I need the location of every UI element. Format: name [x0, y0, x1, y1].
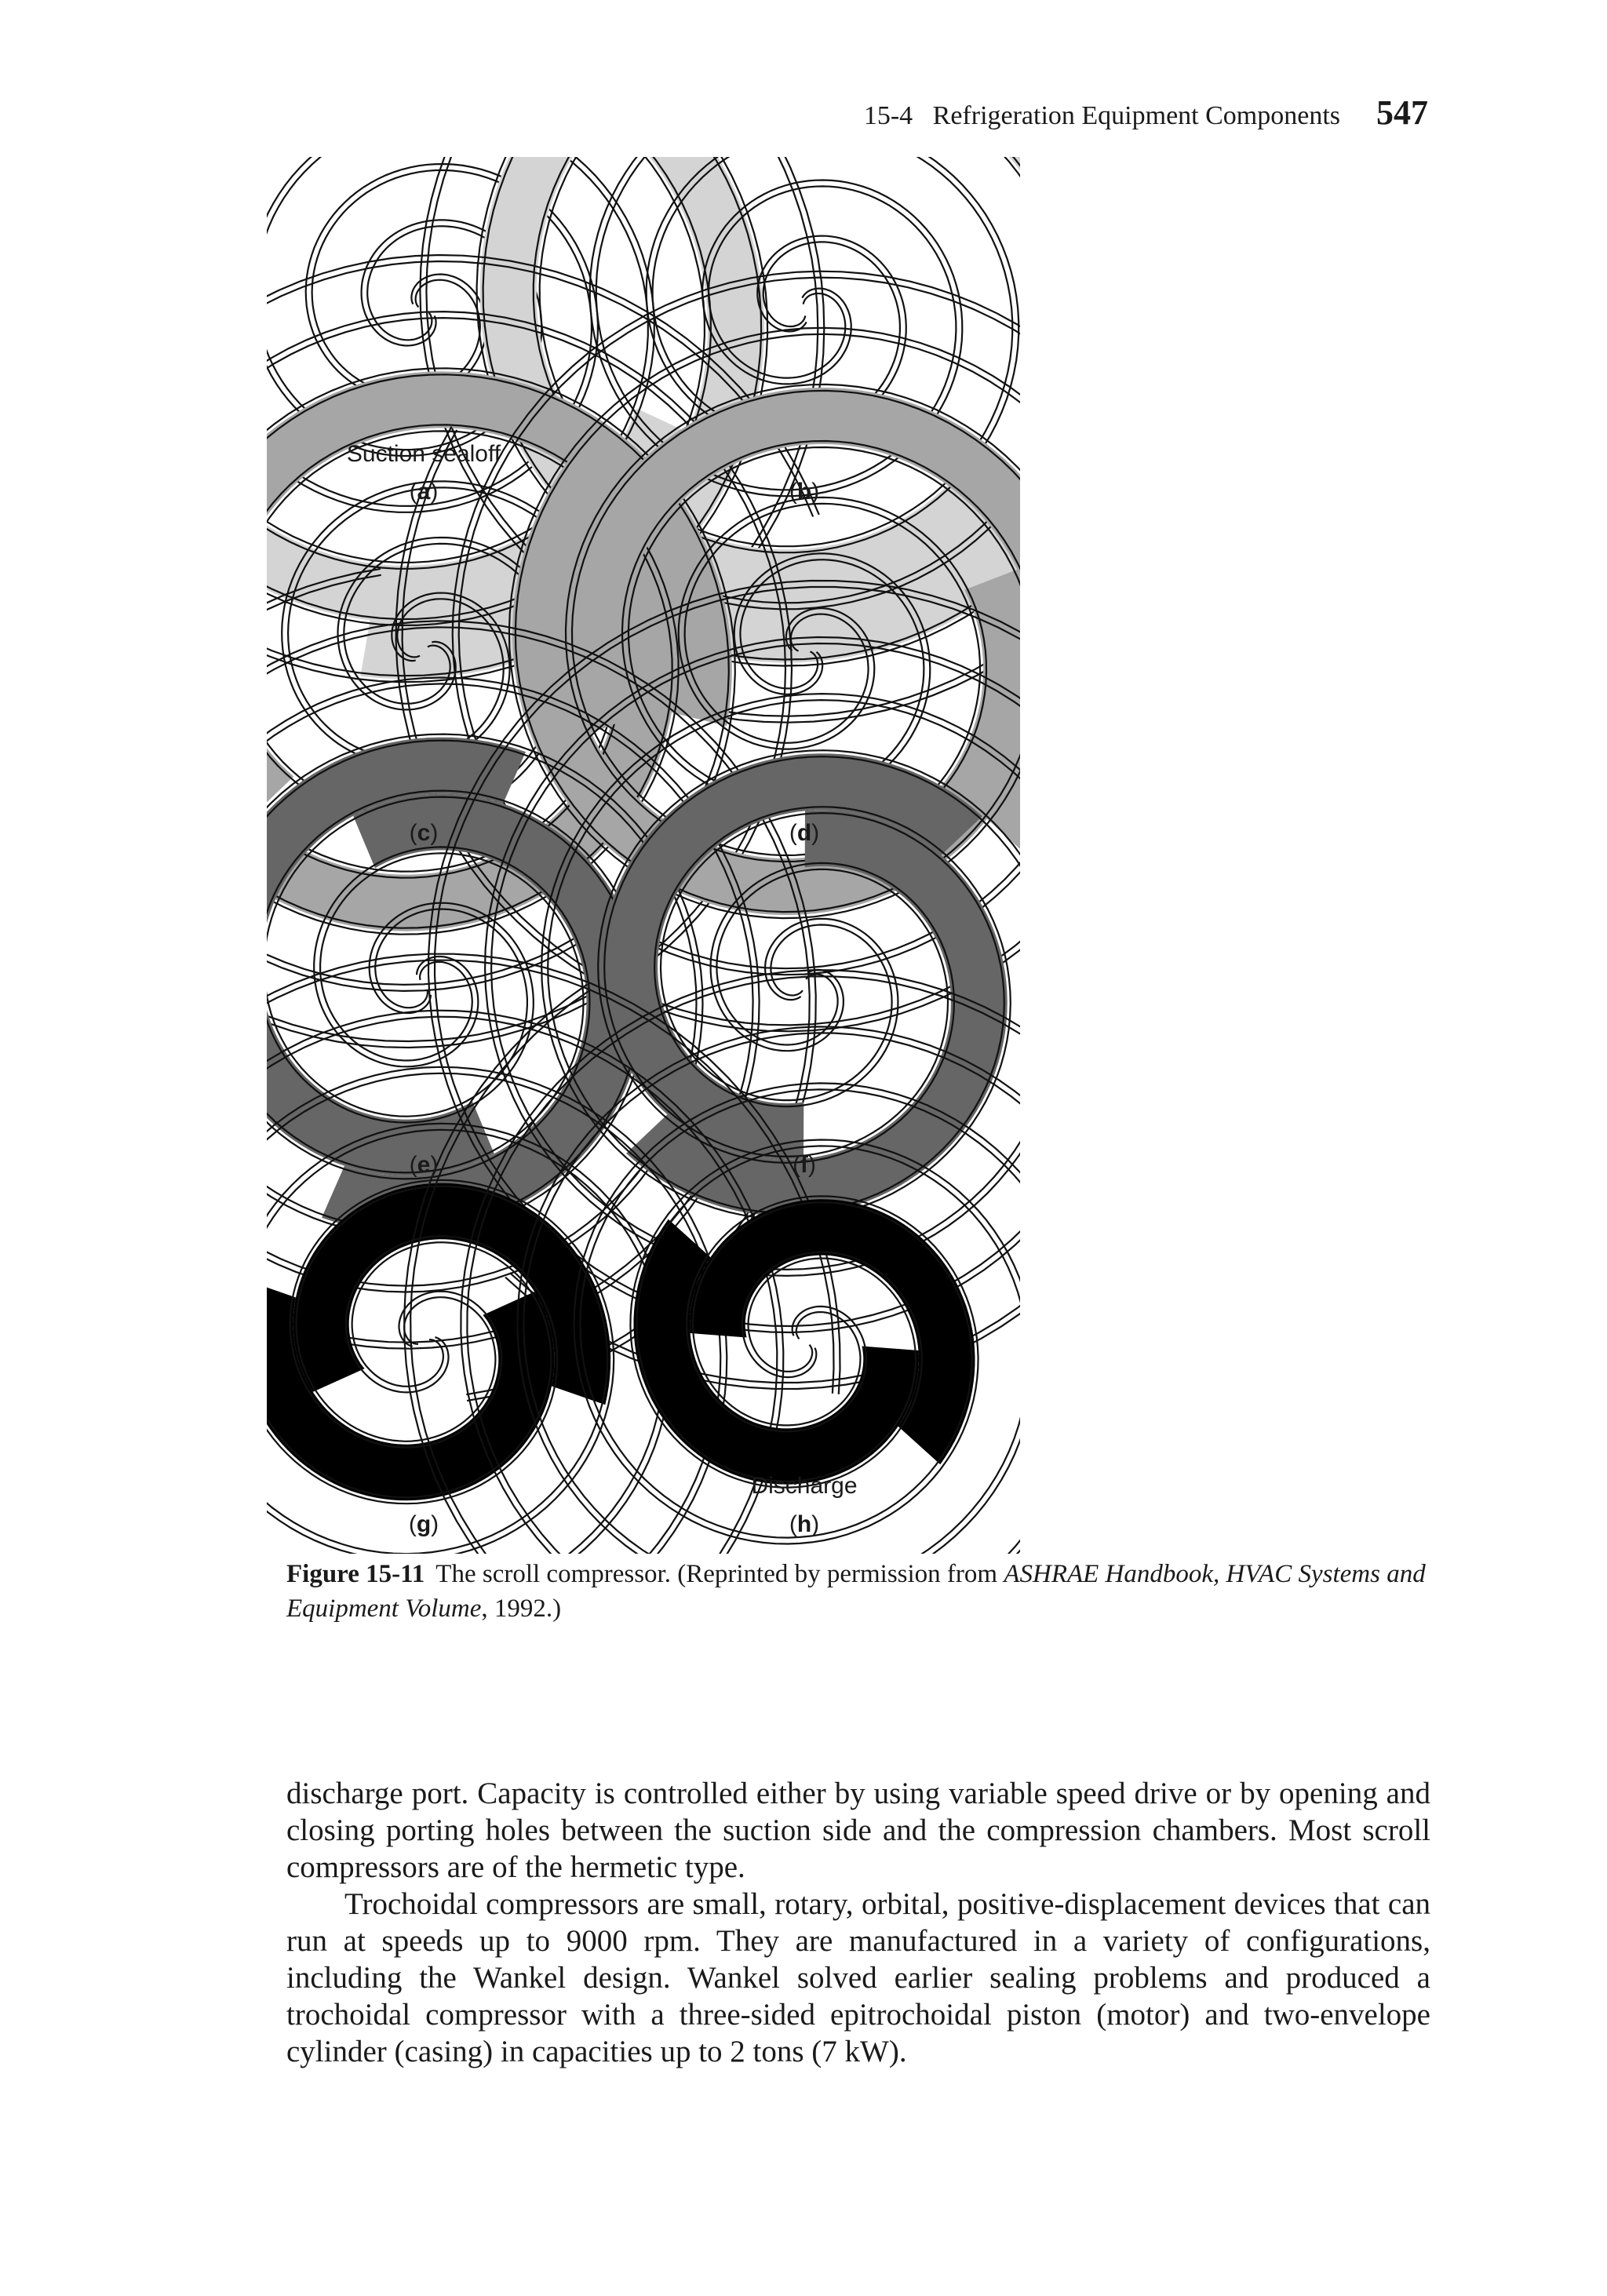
paragraph-2: Trochoidal compressors are small, rotary, orbital, positive-displacement devices that can run at speeds up to 9000 rpm. They are manufactured in a variety of configurations, including the Wankel design. Wankel solved earlier sealing problems and produced a trochoidal compressor with a three-sided epitrochoidal piston (motor) and two-envelope cylinder (casing) in capacities up to 2 tons (7 kW). [286, 1887, 1430, 2068]
page-number: 547 [1376, 93, 1428, 132]
panel-label-b: (b) [789, 479, 820, 505]
panel-label-a: (a) [409, 479, 439, 505]
panel-label-c: (c) [409, 820, 439, 846]
note-suction-sealoff: Suction sealoff [346, 441, 501, 467]
body-text [286, 1775, 1430, 2070]
figure-caption [286, 1557, 1432, 1626]
caption-source: ASHRAE Handbook, HVAC Systems and Equipment Volume [286, 1560, 1426, 1623]
panel-label-d: (d) [789, 820, 820, 846]
panel-label-g: (g) [408, 1511, 439, 1537]
figure-drawing [267, 157, 1020, 1554]
scroll-compressor-figure [267, 157, 1020, 1554]
figure-number: Figure 15-11 [286, 1560, 425, 1588]
caption-year: , 1992.) [481, 1594, 562, 1623]
panel-label-e: (e) [409, 1152, 439, 1178]
paragraph-1: discharge port. Capacity is controlled either by using variable speed drive or by opening and closing porting holes between the suction side and the compression chambers. Most scroll compressors are of the hermetic type. [286, 1777, 1430, 1884]
panel-label-h: (h) [789, 1511, 820, 1537]
note-discharge: Discharge [751, 1473, 858, 1499]
caption-text: The scroll compressor. (Reprinted by permission from [435, 1560, 1004, 1588]
section-title: 15-4 Refrigeration Equipment Components [863, 101, 1340, 130]
running-head [864, 93, 1428, 140]
panel-label-f: (f) [793, 1152, 816, 1178]
